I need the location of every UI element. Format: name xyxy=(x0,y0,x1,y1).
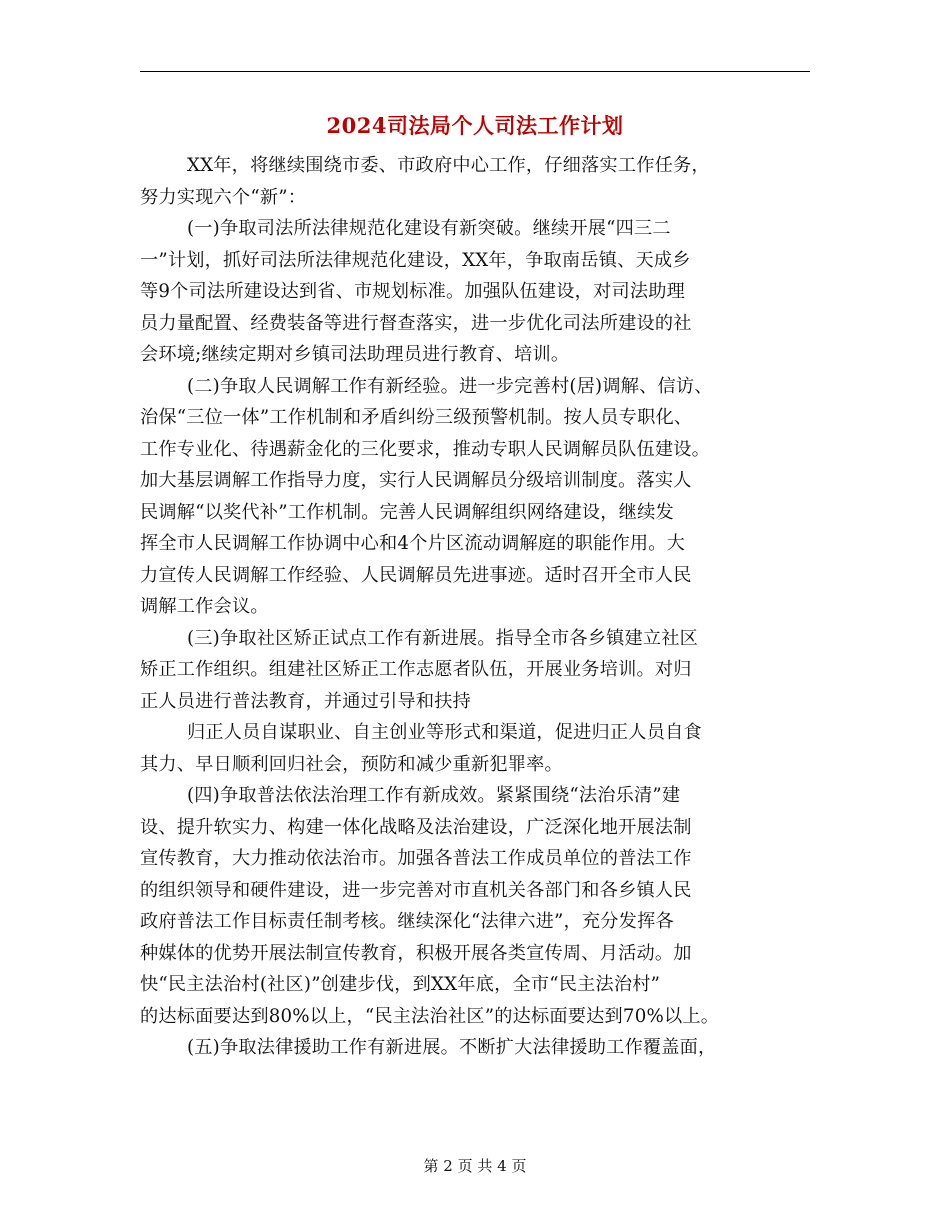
body-line: 力宣传人民调解工作经验、人民调解员先进事迹。适时召开全市人民 xyxy=(140,564,692,586)
header-rule xyxy=(140,71,810,72)
body-line: 政府普法工作目标责任制考核。继续深化“法律六进”，充分发挥各 xyxy=(140,911,674,932)
body-line: 一”计划，抓好司法所法律规范化建设，XX年，争取南岳镇、天成乡 xyxy=(140,249,691,271)
body-line: 挥全市人民调解工作协调中心和4个片区流动调解庭的职能作用。大 xyxy=(140,533,686,554)
body-line: 正人员进行普法教育，并通过引导和扶持 xyxy=(140,690,471,712)
body-line: 工作专业化、待遇薪金化的三化要求，推动专职人民调解员队伍建设。 xyxy=(140,438,711,460)
body-line: 其力、早日顺利回归社会，预防和减少重新犯罪率。 xyxy=(140,753,563,775)
body-line: 民调解“以奖代补”工作机制。完善人民调解组织网络建设，继续发 xyxy=(140,501,674,523)
body-line: 努力实现六个“新”： xyxy=(140,186,307,208)
body-line: 调解工作会议。 xyxy=(140,596,269,617)
body-line: (五)争取法律援助工作有新进展。不断扩大法律援助工作覆盖面， xyxy=(187,1037,717,1058)
body-line: 员力量配置、经费装备等进行督查落实，进一步优化司法所建设的社 xyxy=(140,312,692,334)
body-line: 设、提升软实力、构建一体化战略及法治建设，广泛深化地开展法制 xyxy=(140,816,692,838)
body-line: 加大基层调解工作指导力度，实行人民调解员分级培训制度。落实人 xyxy=(140,470,692,491)
body-line: 等9个司法所建设达到省、市规划标准。加强队伍建设，对司法助理 xyxy=(140,281,686,302)
document-title: 2024司法局个人司法工作计划 xyxy=(326,113,624,138)
body-line: (四)争取普法依法治理工作有新成效。紧紧围绕“法治乐清”建 xyxy=(187,785,681,806)
body-line: 会环境;继续定期对乡镇司法助理员进行教育、培训。 xyxy=(140,344,570,365)
body-line: 治保“三位一体”工作机制和矛盾纠纷三级预警机制。按人员专职化、 xyxy=(140,407,693,428)
body-line: 宣传教育，大力推动依法治市。加强各普法工作成员单位的普法工作 xyxy=(140,848,692,869)
document-body xyxy=(140,150,820,1064)
body-line: 快“民主法治村(社区)”创建步伐，到XX年底，全市“民主法治村” xyxy=(140,974,661,995)
body-line: (二)争取人民调解工作有新经验。进一步完善村(居)调解、信访、 xyxy=(187,375,713,397)
body-line: 的组织领导和硬件建设，进一步完善对市直机关各部门和各乡镇人民 xyxy=(140,879,692,901)
body-line: 的达标面要达到80%以上，“民主法治社区”的达标面要达到70%以上。 xyxy=(140,1005,720,1027)
body-line: XX年，将继续围绕市委、市政府中心工作，仔细落实工作任务， xyxy=(187,155,710,176)
body-line: (三)争取社区矫正试点工作有新进展。指导全市各乡镇建立社区 xyxy=(187,627,699,649)
page-footer: 第 2 页 共 4 页 xyxy=(423,1157,527,1175)
body-line: 种媒体的优势开展法制宣传教育，积极开展各类宣传周、月活动。加 xyxy=(140,942,692,964)
body-line: (一)争取司法所法律规范化建设有新突破。继续开展“四三二 xyxy=(187,218,671,239)
body-line: 归正人员自谋职业、自主创业等形式和渠道，促进归正人员自食 xyxy=(187,722,702,743)
body-line: 矫正工作组织。组建社区矫正工作志愿者队伍，开展业务培训。对归 xyxy=(140,659,692,680)
